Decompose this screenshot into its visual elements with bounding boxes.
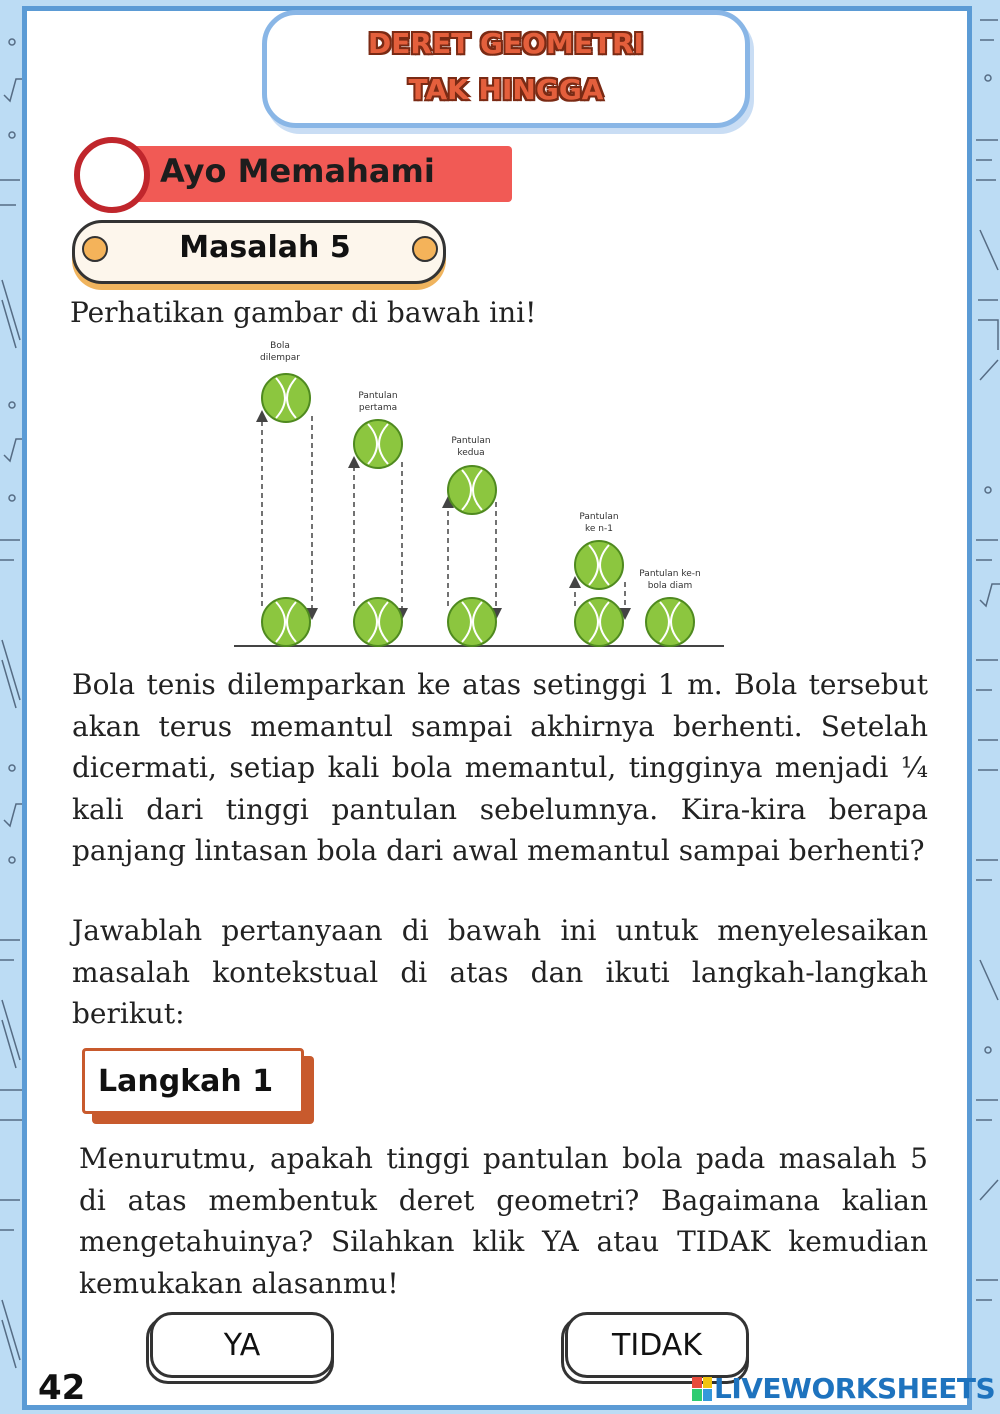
liveworksheets-logo-icon [692, 1377, 712, 1401]
no-button[interactable]: TIDAK [565, 1312, 749, 1378]
title-line-2: TAK HINGGA [408, 73, 604, 106]
yes-button[interactable]: YA [150, 1312, 334, 1378]
ball-n-minus-1-ground [575, 598, 623, 646]
ayo-memahami-label: Ayo Memahami [160, 152, 435, 190]
brand-text: LIVEWORKSHEETS [714, 1372, 996, 1405]
label-thrown-1: Bola [270, 341, 290, 351]
langkah-label: Langkah 1 [98, 1064, 274, 1099]
ball-thrown-top [262, 374, 310, 422]
problem-paragraph: Bola tenis dilemparkan ke atas setinggi 1 m. Bola tersebut akan terus memantul sampai akhirnya berhenti. Setelah dicermati, setiap kali bola memantul, tingginya menjadi ¼ kali dari tinggi pantulan sebelumnya. Kira-kira berapa panjang lintasan bola dari awal memantul sampai berhenti? [72, 668, 928, 867]
bouncing-ball-figure [228, 336, 728, 656]
instruction-paragraph: Jawablah pertanyaan di bawah ini untuk menyelesaikan masalah kontekstual di atas dan ikuti langkah-langkah berikut: [72, 914, 928, 1030]
label-nth-1: Pantulan ke-n [639, 569, 701, 579]
label-n-minus-1-1: Pantulan [579, 512, 619, 522]
ayo-circle-icon [74, 137, 150, 213]
page-number: 42 [38, 1368, 86, 1408]
ball-first-ground [354, 598, 402, 646]
ball-first-top [354, 420, 402, 468]
label-second-1: Pantulan [451, 436, 491, 446]
label-first-1: Pantulan [358, 391, 398, 401]
label-first-2: pertama [358, 403, 398, 413]
ball-nth-resting [646, 598, 694, 646]
liveworksheets-brand [692, 1372, 995, 1405]
ball-n-minus-1-top [575, 541, 623, 589]
tennis-balls [262, 374, 694, 646]
masalah-label: Masalah 5 [179, 230, 351, 265]
intro-instruction: Perhatikan gambar di bawah ini! [70, 296, 537, 329]
ball-second-ground [448, 598, 496, 646]
label-nth-2: bola diam [647, 581, 693, 591]
title-line-1: DERET GEOMETRI [368, 27, 644, 60]
label-second-2: kedua [457, 448, 485, 458]
step-question: Menurutmu, apakah tinggi pantulan bola pada masalah 5 di atas membentuk deret geometri? Bagaimana kalian mengetahuinya? Silahkan klik YA atau TIDAK kemudian kemukakan alasanmu! [79, 1142, 928, 1300]
ball-thrown-ground [262, 598, 310, 646]
label-n-minus-1-2: ke n-1 [585, 524, 613, 534]
label-thrown-2: dilempar [260, 353, 300, 363]
ball-second-top [448, 466, 496, 514]
title-banner [262, 10, 750, 128]
